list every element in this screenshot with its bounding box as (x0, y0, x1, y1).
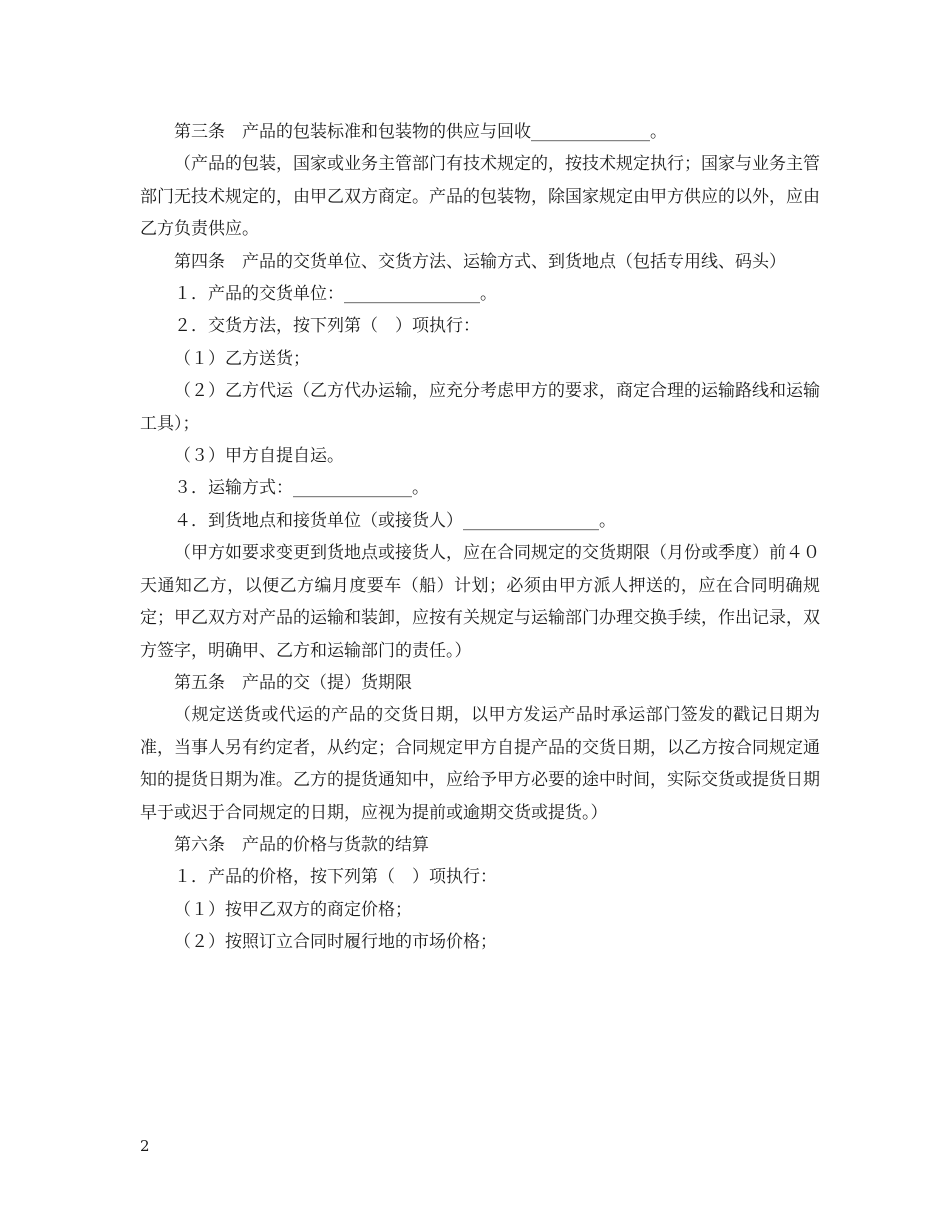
clause-4-note: （甲方如要求变更到货地点或接货人，应在合同规定的交货期限（月份或季度）前４０天通知乙方，以便乙方编月度要车（船）计划；必须由甲方派人押送的，应在合同明确规定；甲乙双方对产品的运输和装卸，应按有关规定与运输部门办理交换手续，作出记录，双方签字，明确甲、乙方和运输部门的责任。） (140, 543, 820, 661)
clause-5-heading: 第五条 产品的交（提）货期限 (174, 672, 412, 693)
clause-6-item-1: １．产品的价格，按下列第（ ）项执行： (174, 867, 497, 888)
page-number: 2 (140, 1137, 150, 1155)
clause-4-heading: 第四条 产品的交货单位、交货方法、运输方式、到货地点（包括专用线、码头） (174, 251, 786, 272)
clause-4-option-3: （３）甲方自提自运。 (174, 446, 344, 467)
clause-6-heading: 第六条 产品的价格与货款的结算 (174, 834, 429, 855)
clause-4-item-4: ４．到货地点和接货单位（或接货人）________________。 (174, 510, 616, 531)
clause-4-item-3: ３．运输方式：______________。 (174, 478, 429, 499)
clause-6-option-2: （２）按照订立合同时履行地的市场价格； (174, 932, 497, 953)
clause-3-note: （产品的包装，国家或业务主管部门有技术规定的，按技术规定执行；国家与业务主管部门无技术规定的，由甲乙双方商定。产品的包装物，除国家规定由甲方供应的以外，应由乙方负责供应。 (140, 154, 820, 240)
clause-4-option-1: （１）乙方送货； (174, 348, 310, 369)
document-body (140, 116, 820, 959)
clause-4-item-2: ２．交货方法，按下列第（ ）项执行： (174, 316, 480, 337)
clause-5-note: （规定送货或代运的产品的交货日期，以甲方发运产品时承运部门签发的戳记日期为准，当事人另有约定者，从约定；合同规定甲方自提产品的交货日期，以乙方按合同规定通知的提货日期为准。乙方的提货通知中，应给予甲方必要的途中时间，实际交货或提货日期早于或迟于合同规定的日期，应视为提前或逾期交货或提货。） (140, 705, 820, 823)
clause-4-option-2: （２）乙方代运（乙方代办运输，应充分考虑甲方的要求，商定合理的运输路线和运输工具）； (140, 381, 820, 434)
clause-4-item-1: １．产品的交货单位：________________。 (174, 284, 497, 305)
clause-3-heading: 第三条 产品的包装标准和包装物的供应与回收______________。 (174, 122, 667, 142)
clause-6-option-1: （１）按甲乙双方的商定价格； (174, 899, 412, 920)
